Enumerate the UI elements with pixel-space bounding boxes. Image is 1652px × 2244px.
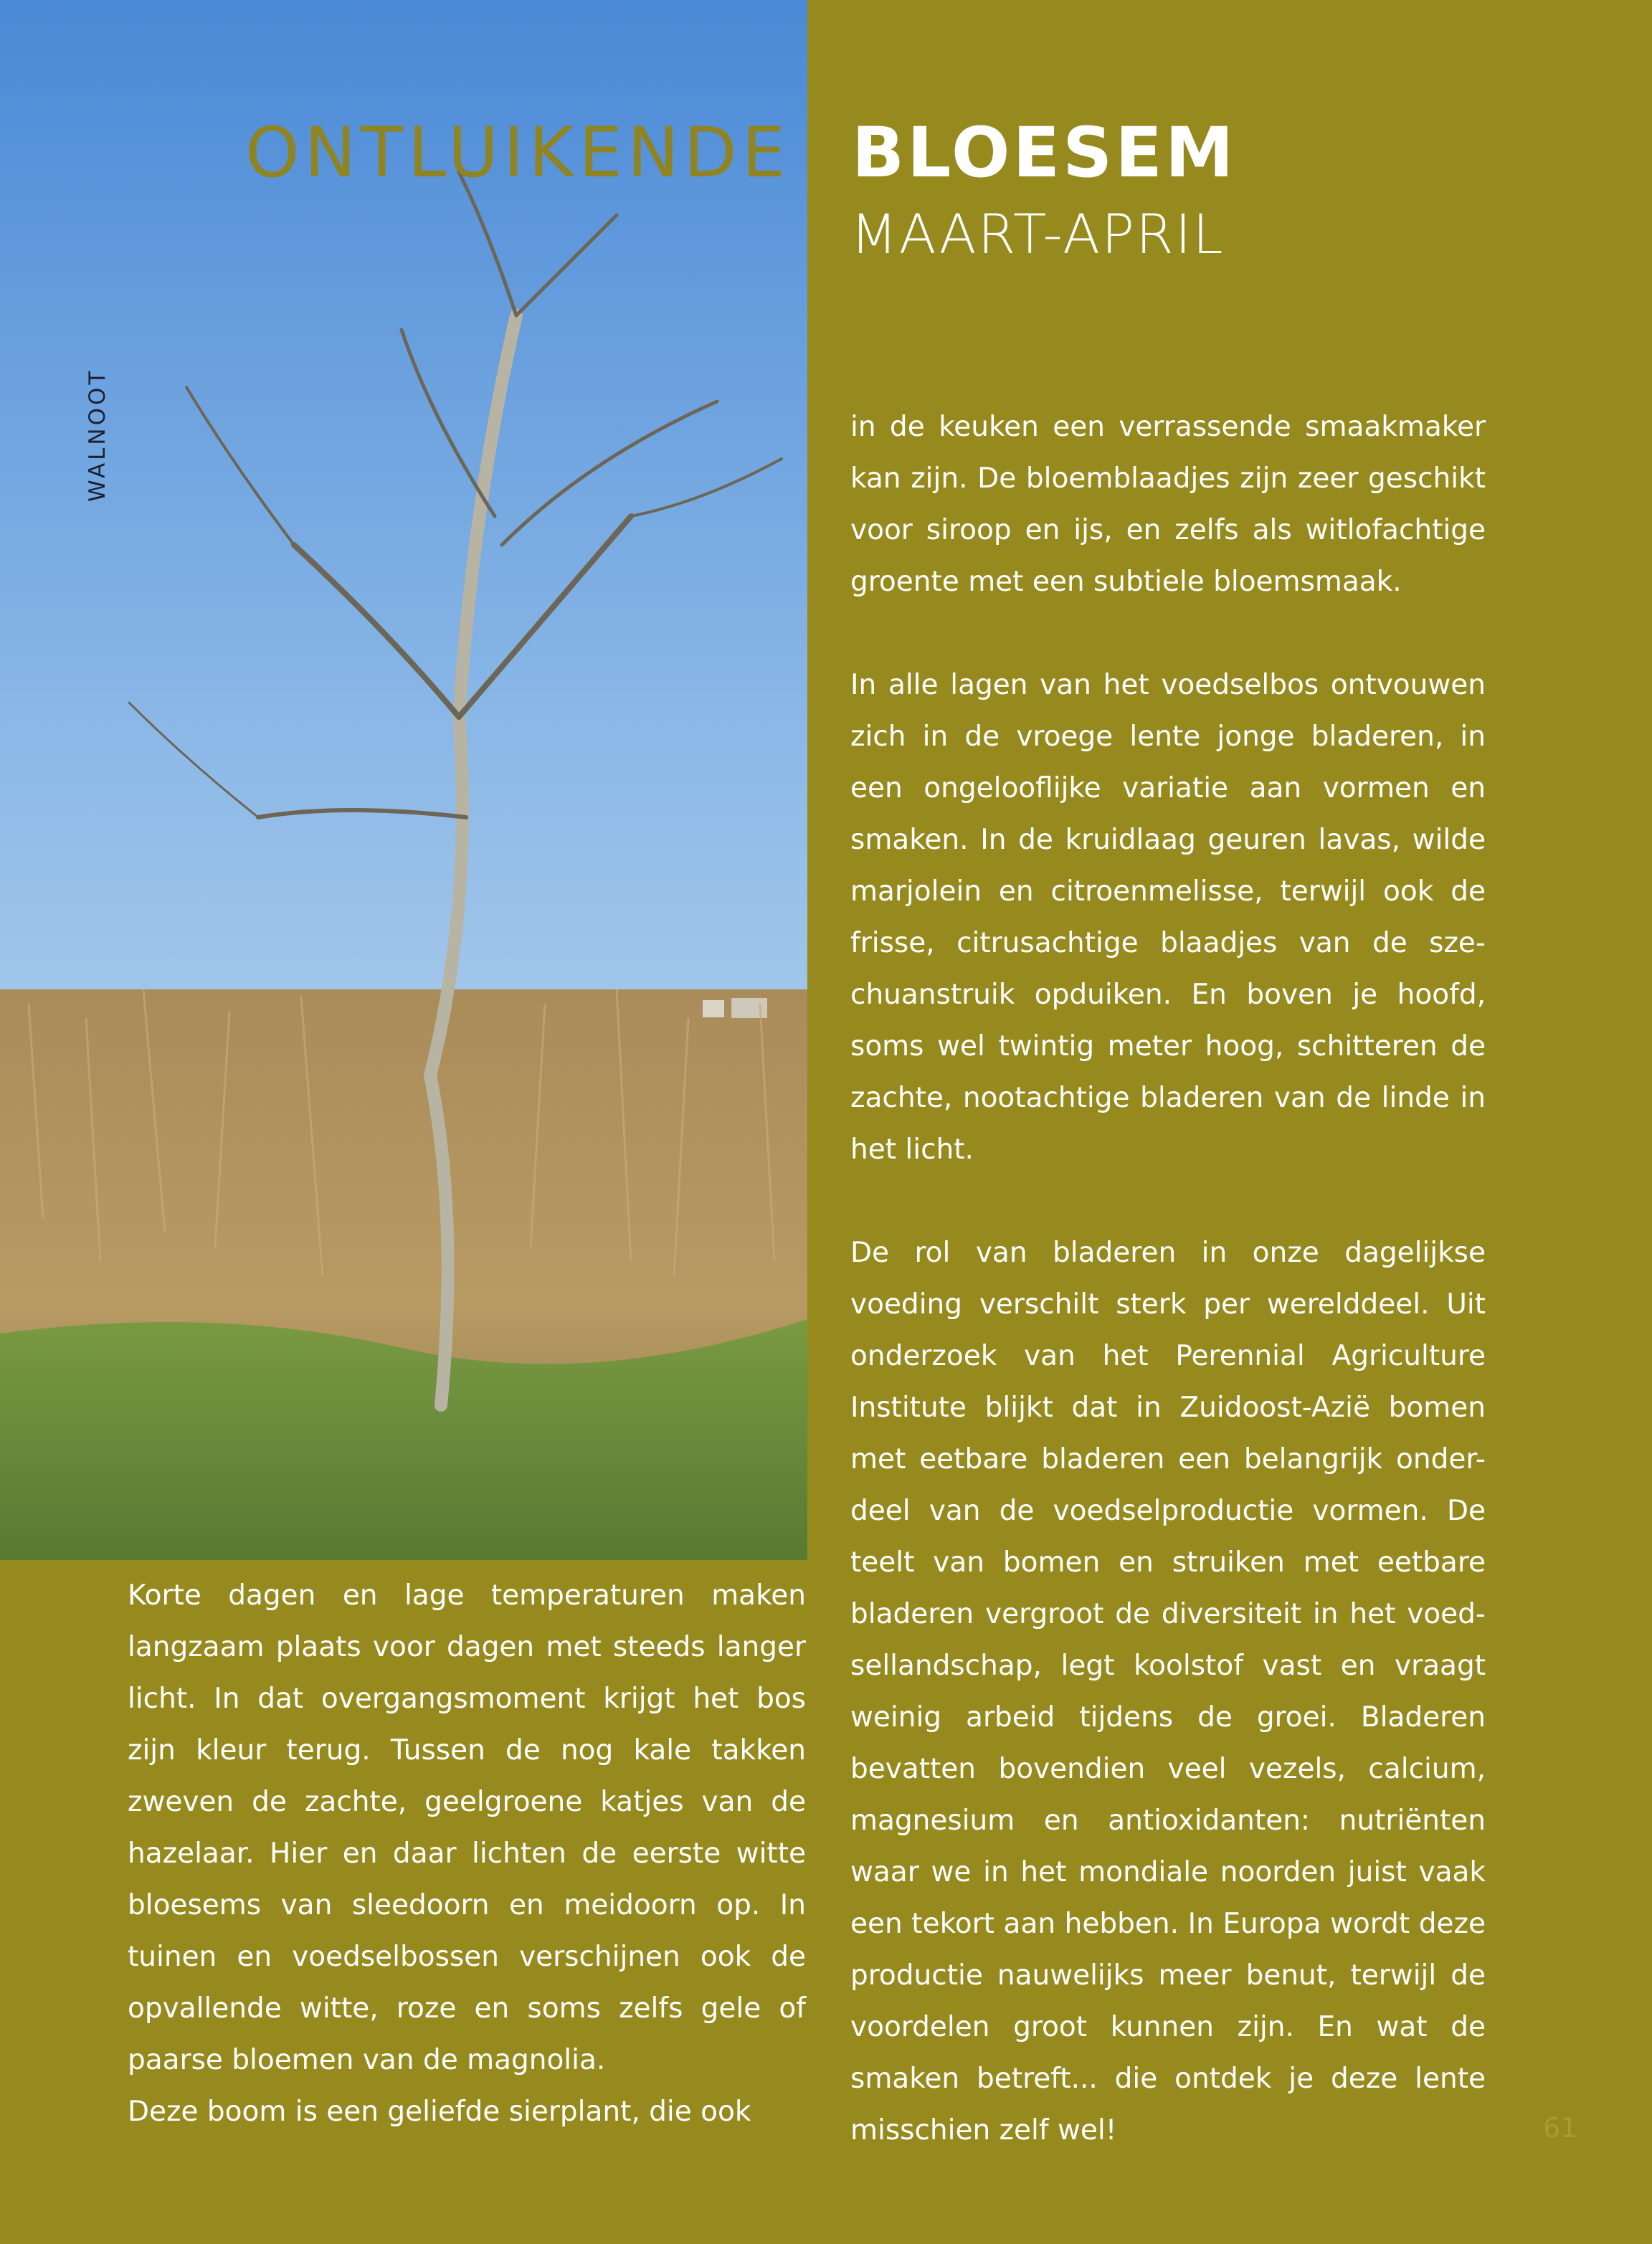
right-text-column: [850, 401, 1486, 2157]
subtitle-months: MAART-APRIL: [850, 202, 1225, 266]
paragraph: Korte dagen en lage temperaturen maken langzaam plaats voor dagen met steeds langer licht. In dat overgangsmoment krijgt het bos zijn kleur terug. Tussen de nog kale takken zweven de zachte, geelgroene katjes van de hazelaar. Hier en daar lichten de eerste witte bloesems van sleedoorn en meidoorn op. In tuinen en voedselbossen verschijnen ook de opvallende witte, roze en soms zelfs gele of paarse bloemen van de magnolia.: [128, 1579, 806, 2076]
walnut-tree-photo: [0, 0, 807, 1560]
left-text-column: [128, 1570, 806, 2138]
page-number: 61: [1543, 2112, 1578, 2144]
paragraph: in de keuken een verrassende smaakmaker kan zijn. De bloemblaadjes zijn zeer geschikt voor siroop en ijs, en zelfs als witlofachtige groente met een subtiele bloemsmaak.: [850, 411, 1486, 598]
photo-caption: WALNOOT: [85, 368, 110, 502]
paragraph: In alle lagen van het voedselbos ontvouwen zich in de vroege lente jonge bladeren, in een ongelooflijke variatie aan vormen en smaken. In de kruidlaag geuren lavas, wilde marjolein en citroenmelisse, terwijl ook de frisse, citrusachtige blaadjes van de sze-chuanstruik opduiken. En boven je hoofd, soms wel twintig meter hoog, schitteren de zachte, nootachtige bladeren van de linde in het licht.: [850, 669, 1486, 1166]
paragraph: De rol van bladeren in onze dagelijkse voeding verschilt sterk per werelddeel. Uit onderzoek van het Perennial Agriculture Institute blijkt dat in Zuidoost-Azië bomen met eetbare bladeren een belangrijk onder-deel van de voedselproductie vormen. De teelt van bomen en struiken met eetbare bladeren vergroot de diversiteit in het voed-sellandschap, legt koolstof vast en vraagt weinig arbeid tijdens de groei. Bladeren bevatten bovendien veel vezels, calcium, magnesium en antioxidanten: nutriënten waar we in het mondiale noorden juist vaak een tekort aan hebben. In Europa wordt deze productie nauwelijks meer benut, terwijl de voordelen groot kunnen zijn. En wat de smaken betreft... die ontdek je deze lente misschien zelf wel!: [850, 1237, 1486, 2146]
paragraph: Deze boom is een geliefde sierplant, die ook: [128, 2096, 751, 2128]
title-part-2: BLOESEM: [852, 113, 1237, 193]
title-part-1: ONTLUIKENDE: [245, 113, 791, 193]
